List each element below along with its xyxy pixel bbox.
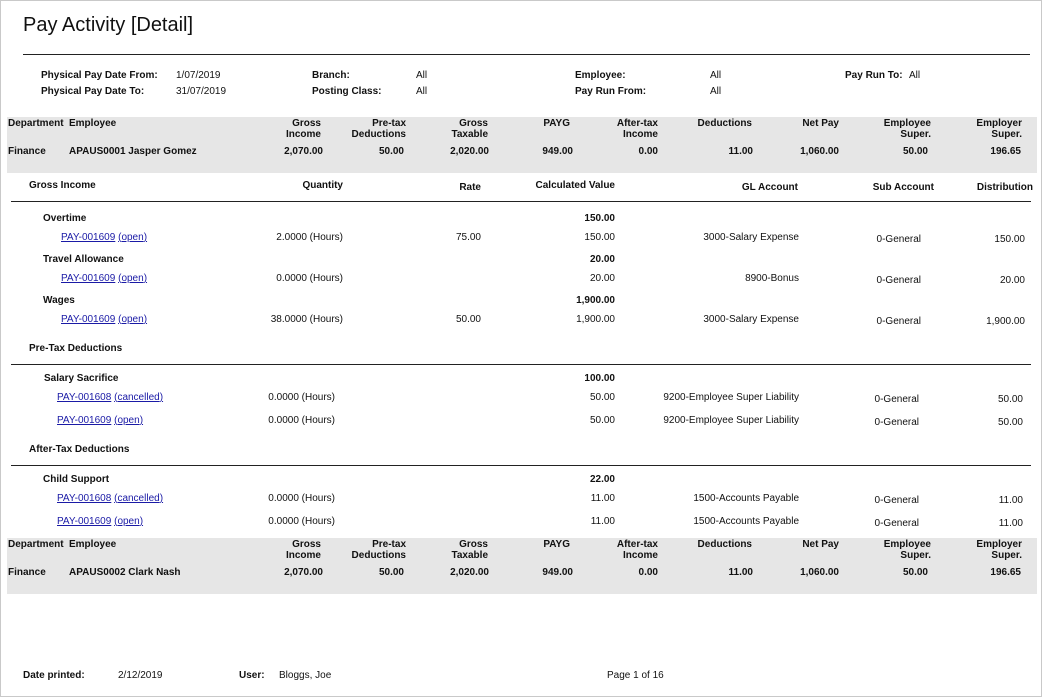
rate-value: 75.00 [455,232,481,243]
detail-header-gl-account: GL Account [741,182,798,193]
section-pretax-deductions: Pre-Tax Deductions [29,343,123,354]
calculated-value: 50.00 [589,392,615,403]
sub-account-value: 0-General [874,495,919,506]
filter-value-branch: All [416,70,428,81]
date-printed-value: 2/12/2019 [118,670,163,681]
col-header-gross-income: Gross Income [285,118,321,140]
net-pay-value: 1,060.00 [800,146,839,157]
col-header-deductions: Deductions [697,539,752,550]
title-divider [23,54,1030,55]
employee-super-value: 50.00 [902,146,928,157]
employer-super-value: 196.65 [990,146,1021,157]
distribution-value: 11.00 [998,518,1023,529]
filter-label-posting-class: Posting Class: [312,86,382,97]
col-header-payg: PAYG [543,118,570,129]
col-header-net-pay: Net Pay [802,118,839,129]
col-header-aftertax-income: After-tax Income [616,539,658,561]
distribution-value: 150.00 [994,234,1025,245]
pay-run-link[interactable]: PAY-001609 (open) [61,232,148,243]
group-name-travel-allowance: Travel Allowance [43,254,124,265]
payg-value: 949.00 [542,146,573,157]
detail-header-quantity: Quantity [302,180,343,191]
detail-header-distribution: Distribution [976,182,1033,193]
gl-account-value: 3000-Salary Expense [703,314,799,325]
pay-run-link[interactable]: PAY-001609 (open) [61,273,148,284]
distribution-value: 50.00 [997,394,1023,405]
col-header-employee-super: Employee Super. [883,118,931,140]
col-header-net-pay: Net Pay [802,539,839,550]
col-header-employer-super: Employer Super. [976,539,1022,561]
col-header-payg: PAYG [543,539,570,550]
quantity-value: 0.0000 (Hours) [276,273,343,284]
group-total-wages: 1,900.00 [576,295,615,306]
distribution-value: 11.00 [998,495,1023,506]
quantity-value: 0.0000 (Hours) [268,516,335,527]
group-total-child-support: 22.00 [589,474,615,485]
net-pay-value: 1,060.00 [800,567,839,578]
col-header-gross-taxable: Gross Taxable [451,118,488,140]
sub-account-value: 0-General [874,417,919,428]
section-aftertax-deductions: After-Tax Deductions [29,444,130,455]
payg-value: 949.00 [542,567,573,578]
calculated-value: 150.00 [584,232,615,243]
col-header-gross-taxable: Gross Taxable [451,539,488,561]
gl-account-value: 3000-Salary Expense [703,232,799,243]
filter-label-pay-run-from: Pay Run From: [575,86,647,97]
deductions-value: 11.00 [728,567,753,578]
department-value: Finance [8,567,46,578]
pretax-deductions-value: 50.00 [378,567,404,578]
quantity-value: 38.0000 (Hours) [270,314,343,325]
sub-account-value: 0-General [874,518,919,529]
col-header-pretax-deductions: Pre-tax Deductions [351,118,406,140]
calculated-value: 50.00 [589,415,615,426]
gross-taxable-value: 2,020.00 [450,567,489,578]
group-name-overtime: Overtime [43,213,87,224]
gross-taxable-value: 2,020.00 [450,146,489,157]
col-header-gross-income: Gross Income [285,539,321,561]
calculated-value: 11.00 [590,516,615,527]
sub-account-value: 0-General [876,316,921,327]
filter-value-posting-class: All [416,86,428,97]
filter-label-branch: Branch: [312,70,350,81]
filter-label-pay-date-from: Physical Pay Date From: [41,70,158,81]
page-number: Page 1 of 16 [607,670,664,681]
detail-header-calculated-value: Calculated Value [535,180,615,191]
detail-header-sub-account: Sub Account [872,182,934,193]
aftertax-divider [11,465,1031,466]
group-total-travel-allowance: 20.00 [589,254,615,265]
pay-run-link[interactable]: PAY-001608 (cancelled) [57,392,164,403]
calculated-value: 20.00 [589,273,615,284]
gl-account-value: 9200-Employee Super Liability [663,415,799,426]
rate-value: 50.00 [455,314,481,325]
gl-account-value: 8900-Bonus [745,273,799,284]
quantity-value: 0.0000 (Hours) [268,493,335,504]
col-header-aftertax-income: After-tax Income [616,118,658,140]
employee-value: APAUS0001 Jasper Gomez [69,146,197,157]
col-header-employee: Employee [69,539,117,550]
calculated-value: 11.00 [590,493,615,504]
gross-income-value: 2,070.00 [284,146,323,157]
detail-header-rate: Rate [459,182,481,193]
user-value: Bloggs, Joe [279,670,332,681]
pay-run-link[interactable]: PAY-001609 (open) [57,415,144,426]
group-total-overtime: 150.00 [584,213,615,224]
sub-account-value: 0-General [874,394,919,405]
col-header-department: Department [8,118,64,129]
group-total-salary-sacrifice: 100.00 [584,373,615,384]
report-title: Pay Activity [Detail] [23,14,194,36]
detail-header-gross-income: Gross Income [29,180,96,191]
filter-value-pay-run-to: All [909,70,921,81]
gl-account-value: 9200-Employee Super Liability [663,392,799,403]
quantity-value: 0.0000 (Hours) [268,415,335,426]
filter-label-pay-date-to: Physical Pay Date To: [41,86,145,97]
department-value: Finance [8,146,46,157]
gl-account-value: 1500-Accounts Payable [693,493,799,504]
filter-value-pay-run-from: All [710,86,722,97]
col-header-deductions: Deductions [697,118,752,129]
filter-value-pay-date-to: 31/07/2019 [176,86,227,97]
user-label: User: [239,670,265,681]
date-printed-label: Date printed: [23,670,85,681]
col-header-employee: Employee [69,118,117,129]
distribution-value: 50.00 [997,417,1023,428]
gl-account-value: 1500-Accounts Payable [693,516,799,527]
employer-super-value: 196.65 [990,567,1021,578]
sub-account-value: 0-General [876,275,921,286]
filter-value-employee: All [710,70,722,81]
group-name-child-support: Child Support [43,474,110,485]
quantity-value: 0.0000 (Hours) [268,392,335,403]
deductions-value: 11.00 [728,146,753,157]
pay-run-link[interactable]: PAY-001609 (open) [61,314,148,325]
quantity-value: 2.0000 (Hours) [276,232,343,243]
pretax-deductions-value: 50.00 [378,146,404,157]
group-name-wages: Wages [43,295,75,306]
filter-label-pay-run-to: Pay Run To: [845,70,903,81]
distribution-value: 20.00 [999,275,1025,286]
detail-divider [11,201,1031,202]
filter-label-employee: Employee: [575,70,626,81]
sub-account-value: 0-General [876,234,921,245]
pay-run-link[interactable]: PAY-001608 (cancelled) [57,493,164,504]
pretax-divider [11,364,1031,365]
gross-income-value: 2,070.00 [284,567,323,578]
aftertax-income-value: 0.00 [638,567,658,578]
employee-super-value: 50.00 [902,567,928,578]
col-header-employee-super: Employee Super. [883,539,931,561]
pay-run-link[interactable]: PAY-001609 (open) [57,516,144,527]
employee-value: APAUS0002 Clark Nash [69,567,181,578]
col-header-pretax-deductions: Pre-tax Deductions [351,539,406,561]
filter-value-pay-date-from: 1/07/2019 [176,70,221,81]
distribution-value: 1,900.00 [986,316,1025,327]
aftertax-income-value: 0.00 [638,146,658,157]
calculated-value: 1,900.00 [576,314,615,325]
group-name-salary-sacrifice: Salary Sacrifice [44,373,119,384]
col-header-employer-super: Employer Super. [976,118,1022,140]
col-header-department: Department [8,539,64,550]
